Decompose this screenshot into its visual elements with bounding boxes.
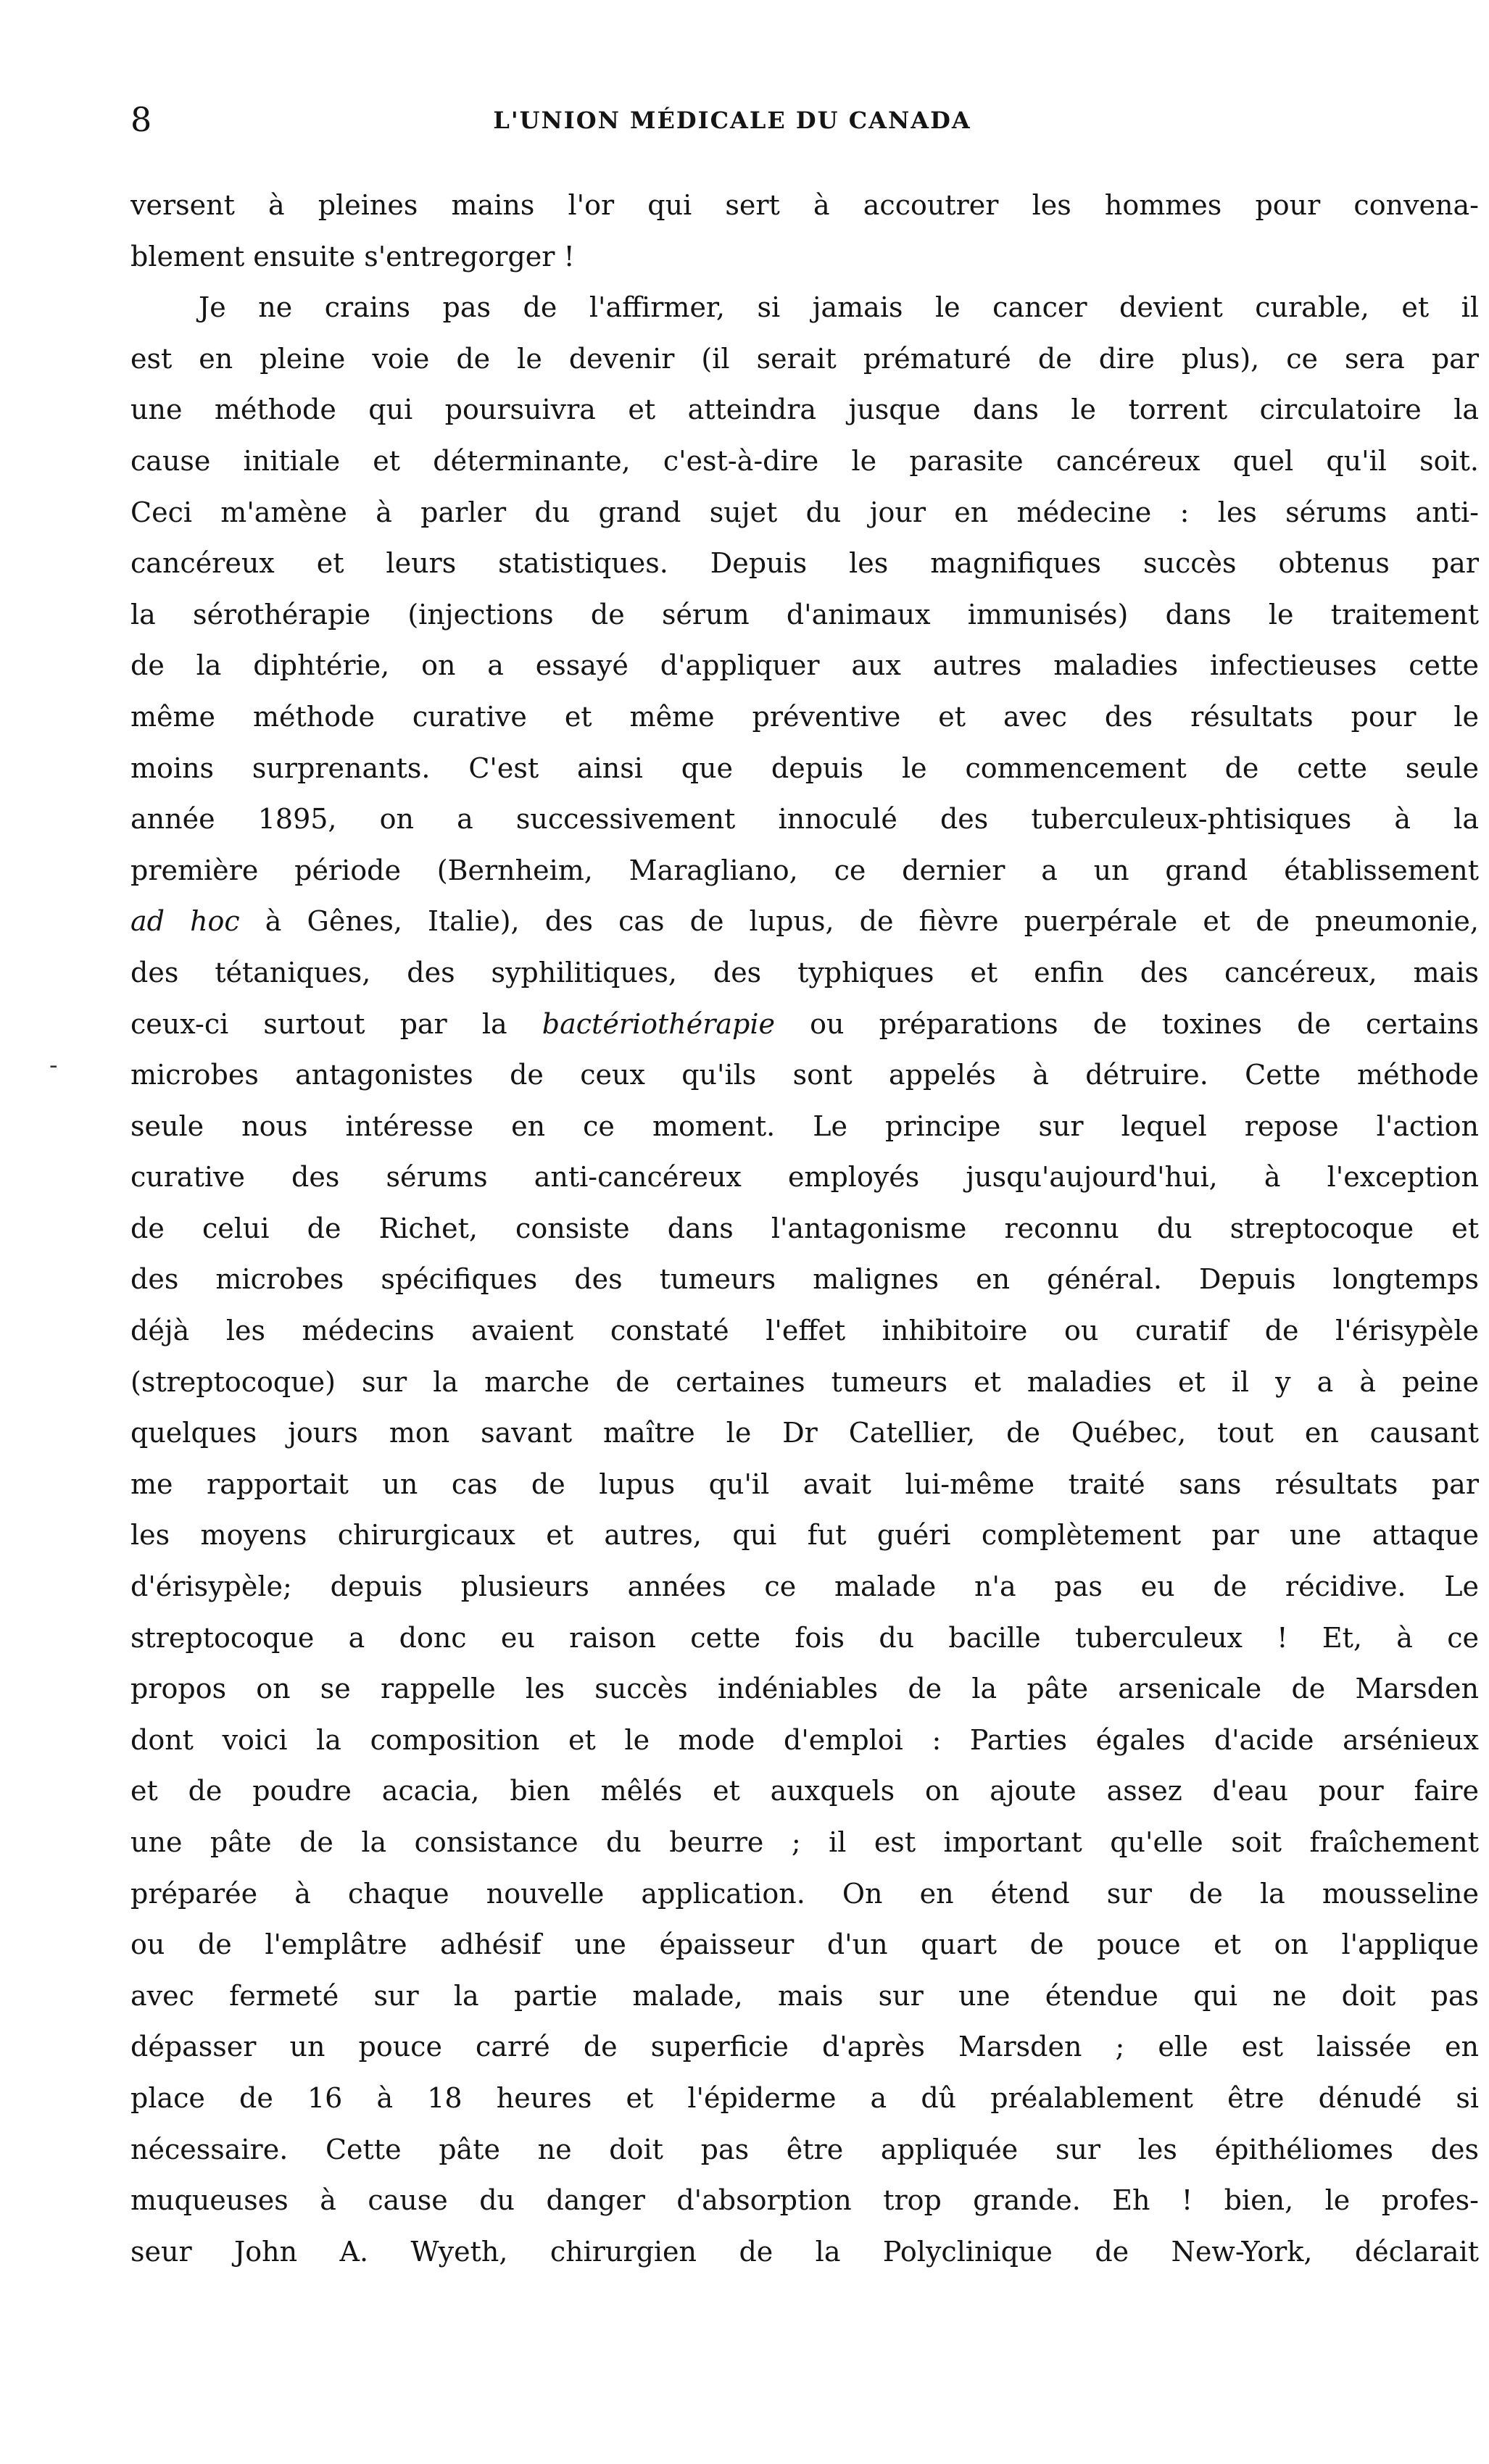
text-line: moins surprenants. C'est ainsi que depuis le commencement de cette seule	[130, 752, 1479, 784]
text-line: place de 16 à 18 heures et l'épiderme a dû préalablement être dénudé si	[130, 2081, 1479, 2114]
text-line: nécessaire. Cette pâte ne doit pas être appliquée sur les épithéliomes des	[130, 2133, 1479, 2165]
text-line: cause initiale et déterminante, c'est-à-dire le parasite cancéreux quel qu'il soit.	[130, 444, 1479, 477]
text-line: cancéreux et leurs statistiques. Depuis les magnifiques succès obtenus par	[130, 547, 1479, 580]
text-line: me rapportait un cas de lupus qu'il avait lui-même traité sans résultats par	[130, 1468, 1479, 1500]
text-line: quelques jours mon savant maître le Dr Catellier, de Québec, tout en causant	[130, 1417, 1479, 1449]
text-line: est en pleine voie de le devenir (il serait prématuré de dire plus), ce sera par	[130, 342, 1479, 375]
text-line: microbes antagonistes de ceux qu'ils sont appelés à détruire. Cette méthode	[130, 1059, 1479, 1091]
text-line: Ceci m'amène à parler du grand sujet du jour en médecine : les sérums anti-	[130, 496, 1479, 528]
text-line: versent à pleines mains l'or qui sert à accoutrer les hommes pour convena-	[130, 189, 1479, 221]
text-line: muqueuses à cause du danger d'absorption trop grande. Eh ! bien, le profes-	[130, 2184, 1479, 2217]
page-number: 8	[130, 100, 152, 139]
text-line: dont voici la composition et le mode d'emploi : Parties égales d'acide arsénieux	[130, 1723, 1479, 1756]
text-line: avec fermeté sur la partie malade, mais sur une étendue qui ne doit pas	[130, 1979, 1479, 2012]
text-line: de la diphtérie, on a essayé d'appliquer aux autres maladies infectieuses cette	[130, 649, 1479, 682]
text-line: des microbes spécifiques des tumeurs malignes en général. Depuis longtemps	[130, 1263, 1479, 1296]
text-line: première période (Bernheim, Maragliano, ce dernier a un grand établissement	[130, 854, 1479, 886]
text-line: seur John A. Wyeth, chirurgien de la Polyclinique de New-York, déclarait	[130, 2235, 1479, 2268]
text-line: dépasser un pouce carré de superficie d'après Marsden ; elle est laissée en	[130, 2031, 1479, 2063]
text-line: et de poudre acacia, bien mêlés et auxquels on ajoute assez d'eau pour faire	[130, 1775, 1479, 1807]
running-head: L'UNION MÉDICALE DU CANADA	[493, 107, 971, 134]
text-line: les moyens chirurgicaux et autres, qui fut guéri complètement par une attaque	[130, 1519, 1479, 1552]
text-line: de celui de Richet, consiste dans l'antagonisme reconnu du streptocoque et	[130, 1212, 1479, 1244]
text-line: des tétaniques, des syphilitiques, des typhiques et enfin des cancéreux, mais	[130, 956, 1479, 988]
text-line: ad hoc à Gênes, Italie), des cas de lupus, de fièvre puerpérale et de pneumonie,	[130, 905, 1479, 938]
text-line: (streptocoque) sur la marche de certaines tumeurs et maladies et il y a à peine	[130, 1365, 1479, 1398]
text-line: même méthode curative et même préventive et avec des résultats pour le	[130, 700, 1479, 733]
text-line: une méthode qui poursuivra et atteindra jusque dans le torrent circulatoire la	[130, 394, 1479, 426]
text-line: curative des sérums anti-cancéreux employés jusqu'aujourd'hui, à l'exception	[130, 1161, 1479, 1194]
text-line: année 1895, on a successivement innoculé des tuberculeux-phtisiques à la	[130, 803, 1479, 836]
margin-mark: -	[49, 1051, 58, 1080]
text-line: ou de l'emplâtre adhésif une épaisseur d'un quart de pouce et on l'applique	[130, 1928, 1479, 1961]
text-line: Je ne crains pas de l'affirmer, si jamais le cancer devient curable, et il	[199, 291, 1479, 324]
body-text	[130, 180, 1479, 2277]
text-line: ceux-ci surtout par la bactériothérapie ou préparations de toxines de certains	[130, 1007, 1479, 1040]
text-line: blement ensuite s'entregorger !	[130, 240, 575, 272]
text-line: la sérothérapie (injections de sérum d'animaux immunisés) dans le traitement	[130, 598, 1479, 630]
page-header	[130, 101, 1334, 138]
text-line: propos on se rappelle les succès indéniables de la pâte arsenicale de Marsden	[130, 1673, 1479, 1705]
text-line: déjà les médecins avaient constaté l'effet inhibitoire ou curatif de l'érisypèle	[130, 1315, 1479, 1347]
text-line: une pâte de la consistance du beurre ; il est important qu'elle soit fraîchement	[130, 1826, 1479, 1858]
text-line: d'érisypèle; depuis plusieurs années ce malade n'a pas eu de récidive. Le	[130, 1570, 1479, 1603]
text-line: streptocoque a donc eu raison cette fois du bacille tuberculeux ! Et, à ce	[130, 1621, 1479, 1654]
text-line: préparée à chaque nouvelle application. On en étend sur de la mousseline	[130, 1877, 1479, 1910]
text-line: seule nous intéresse en ce moment. Le principe sur lequel repose l'action	[130, 1110, 1479, 1142]
